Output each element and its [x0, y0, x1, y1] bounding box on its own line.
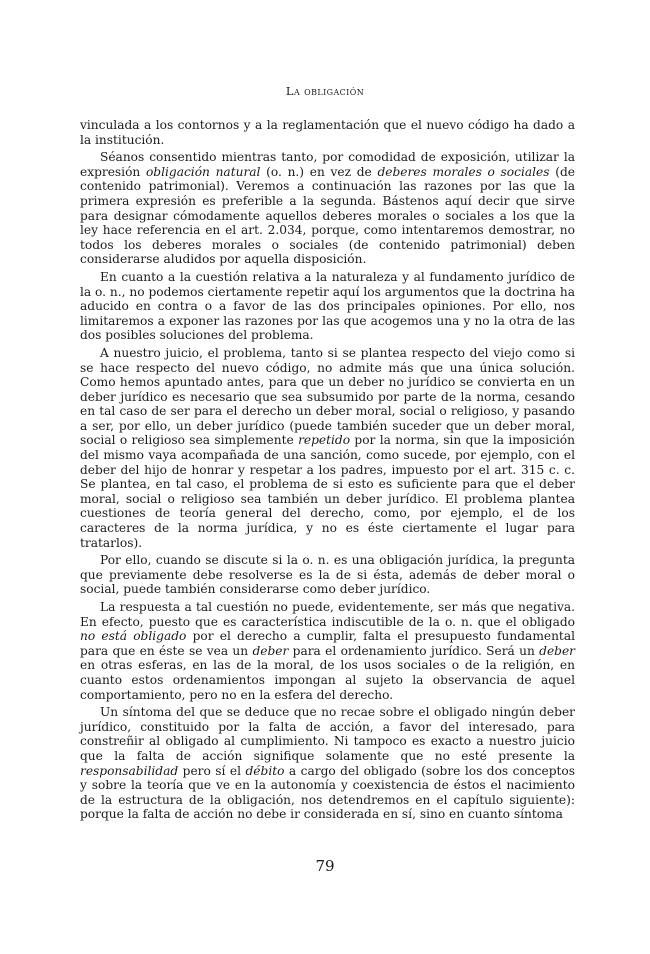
- running-head: La obligación: [285, 84, 365, 98]
- text-run: Séanos consentido mientras tanto, por comodidad de exposición, utilizar la expresión: [80, 150, 575, 179]
- text-run: en otras esferas, en las de la moral, de los usos sociales o de la religión, en cuanto estos ordenamientos impongan al sujeto la observancia de aquel comportamiento, pero no en la esfera del derecho.: [80, 658, 575, 702]
- paragraph: [80, 346, 575, 550]
- page-number: 79: [315, 857, 335, 875]
- paragraph: [80, 600, 575, 702]
- text-run: La respuesta a tal cuestión no puede, evidentemente, ser más que negativa. En efecto, puesto que es característica indiscutible de la o. n. que el obligado: [80, 600, 575, 629]
- text-run: por el derecho a cumplir, falta el presupuesto fundamental para que en éste se vea un: [80, 629, 575, 658]
- text-run: Por ello, cuando se discute si la o. n. es una obligación jurídica, la pregunta que previamente debe resolverse es la de si ésta, además de deber moral o social, puede también considerarse como deber jurídico.: [80, 553, 575, 597]
- body-text: [80, 118, 575, 825]
- text-run: vinculada a los contornos y a la reglamentación que el nuevo código ha dado a la institución.: [80, 118, 575, 147]
- paragraph: [80, 270, 575, 343]
- text-run: pero sí el: [178, 763, 246, 778]
- italic-term: débito: [245, 763, 285, 778]
- text-run: para el ordenamiento jurídico. Será un: [288, 643, 540, 658]
- text-run: (o. n.) en vez de: [260, 164, 378, 179]
- paragraph: [80, 150, 575, 267]
- italic-term: deber: [252, 643, 289, 658]
- italic-term: deberes morales o sociales: [377, 164, 550, 179]
- text-run: A nuestro juicio, el problema, tanto si se plantea respecto del viejo como si se hace respecto del nuevo código, no admite más que una única solución. Como hemos apuntado antes, para que un deber no jurídico se convierta en un deber jurídico es necesario que sea subsumido por parte de la norma, cesando en tal caso de ser para el derecho un deber moral, social o religioso, y pasando a ser, por ello, un deber jurídico (puede también suceder que un deber moral, social o religioso sea simplemente: [80, 345, 575, 448]
- text-run: (de contenido patrimonial). Veremos a continuación las razones por las que la primera expresión es preferible a la segunda. Bástenos aquí decir que sirve para designar cómodamente aquellos deberes morales o sociales a los que la ley hace referencia en el art. 2.034, porque, como intentaremos demostrar, no todos los deberes morales o sociales (de contenido patrimonial) deben considerarse aludidos por aquella disposición.: [80, 164, 575, 267]
- text-run: por la norma, sin que la imposición del mismo vaya acompañada de una sanción, como sucede, por ejemplo, con el deber del hijo de honrar y respetar a los padres, impuesto por el art. 315 c. c. Se plantea, en tal caso, el problema de si esto es suficiente para que el deber moral, social o religioso sea también un deber jurídico. El problema plantea cuestiones de teoría general del derecho, como, por ejemplo, el de los caracteres de la norma jurídica, y no es éste ciertamente el lugar para tratarlos).: [80, 433, 575, 550]
- italic-term: responsabilidad: [80, 763, 179, 778]
- text-run: Un síntoma del que se deduce que no recae sobre el obligado ningún deber jurídico, constituido por la falta de acción, a favor del interesado, para constreñir al obligado al cumplimiento. Ni tampoco es exacto a nuestro juicio que la falta de acción signifique solamente que no esté presente la: [80, 705, 575, 763]
- paragraph: [80, 118, 575, 147]
- italic-term: obligación natural: [145, 164, 261, 179]
- paragraph: [80, 553, 575, 597]
- italic-term: no está obligado: [80, 629, 187, 644]
- text-run: a cargo del obligado (sobre los dos conceptos y sobre la teoría que ve en la autonomía y coexistencia de éstos el nacimiento de la estructura de la obligación, nos detendremos en el capítulo siguiente): porque la falta de acción no debe ir considerada en sí, sino en cuanto síntoma: [80, 763, 575, 822]
- italic-term: deber: [539, 643, 575, 658]
- text-run: En cuanto a la cuestión relativa a la naturaleza y al fundamento jurídico de la o. n., no podemos ciertamente repetir aquí los argumentos que la doctrina ha aducido en contra o a favor de las dos principales opiniones. Por ello, nos limitaremos a exponer las razones por las que acogemos una y no la otra de las dos posibles soluciones del problema.: [80, 269, 575, 343]
- italic-term: repetido: [298, 433, 351, 448]
- paragraph: [80, 705, 575, 822]
